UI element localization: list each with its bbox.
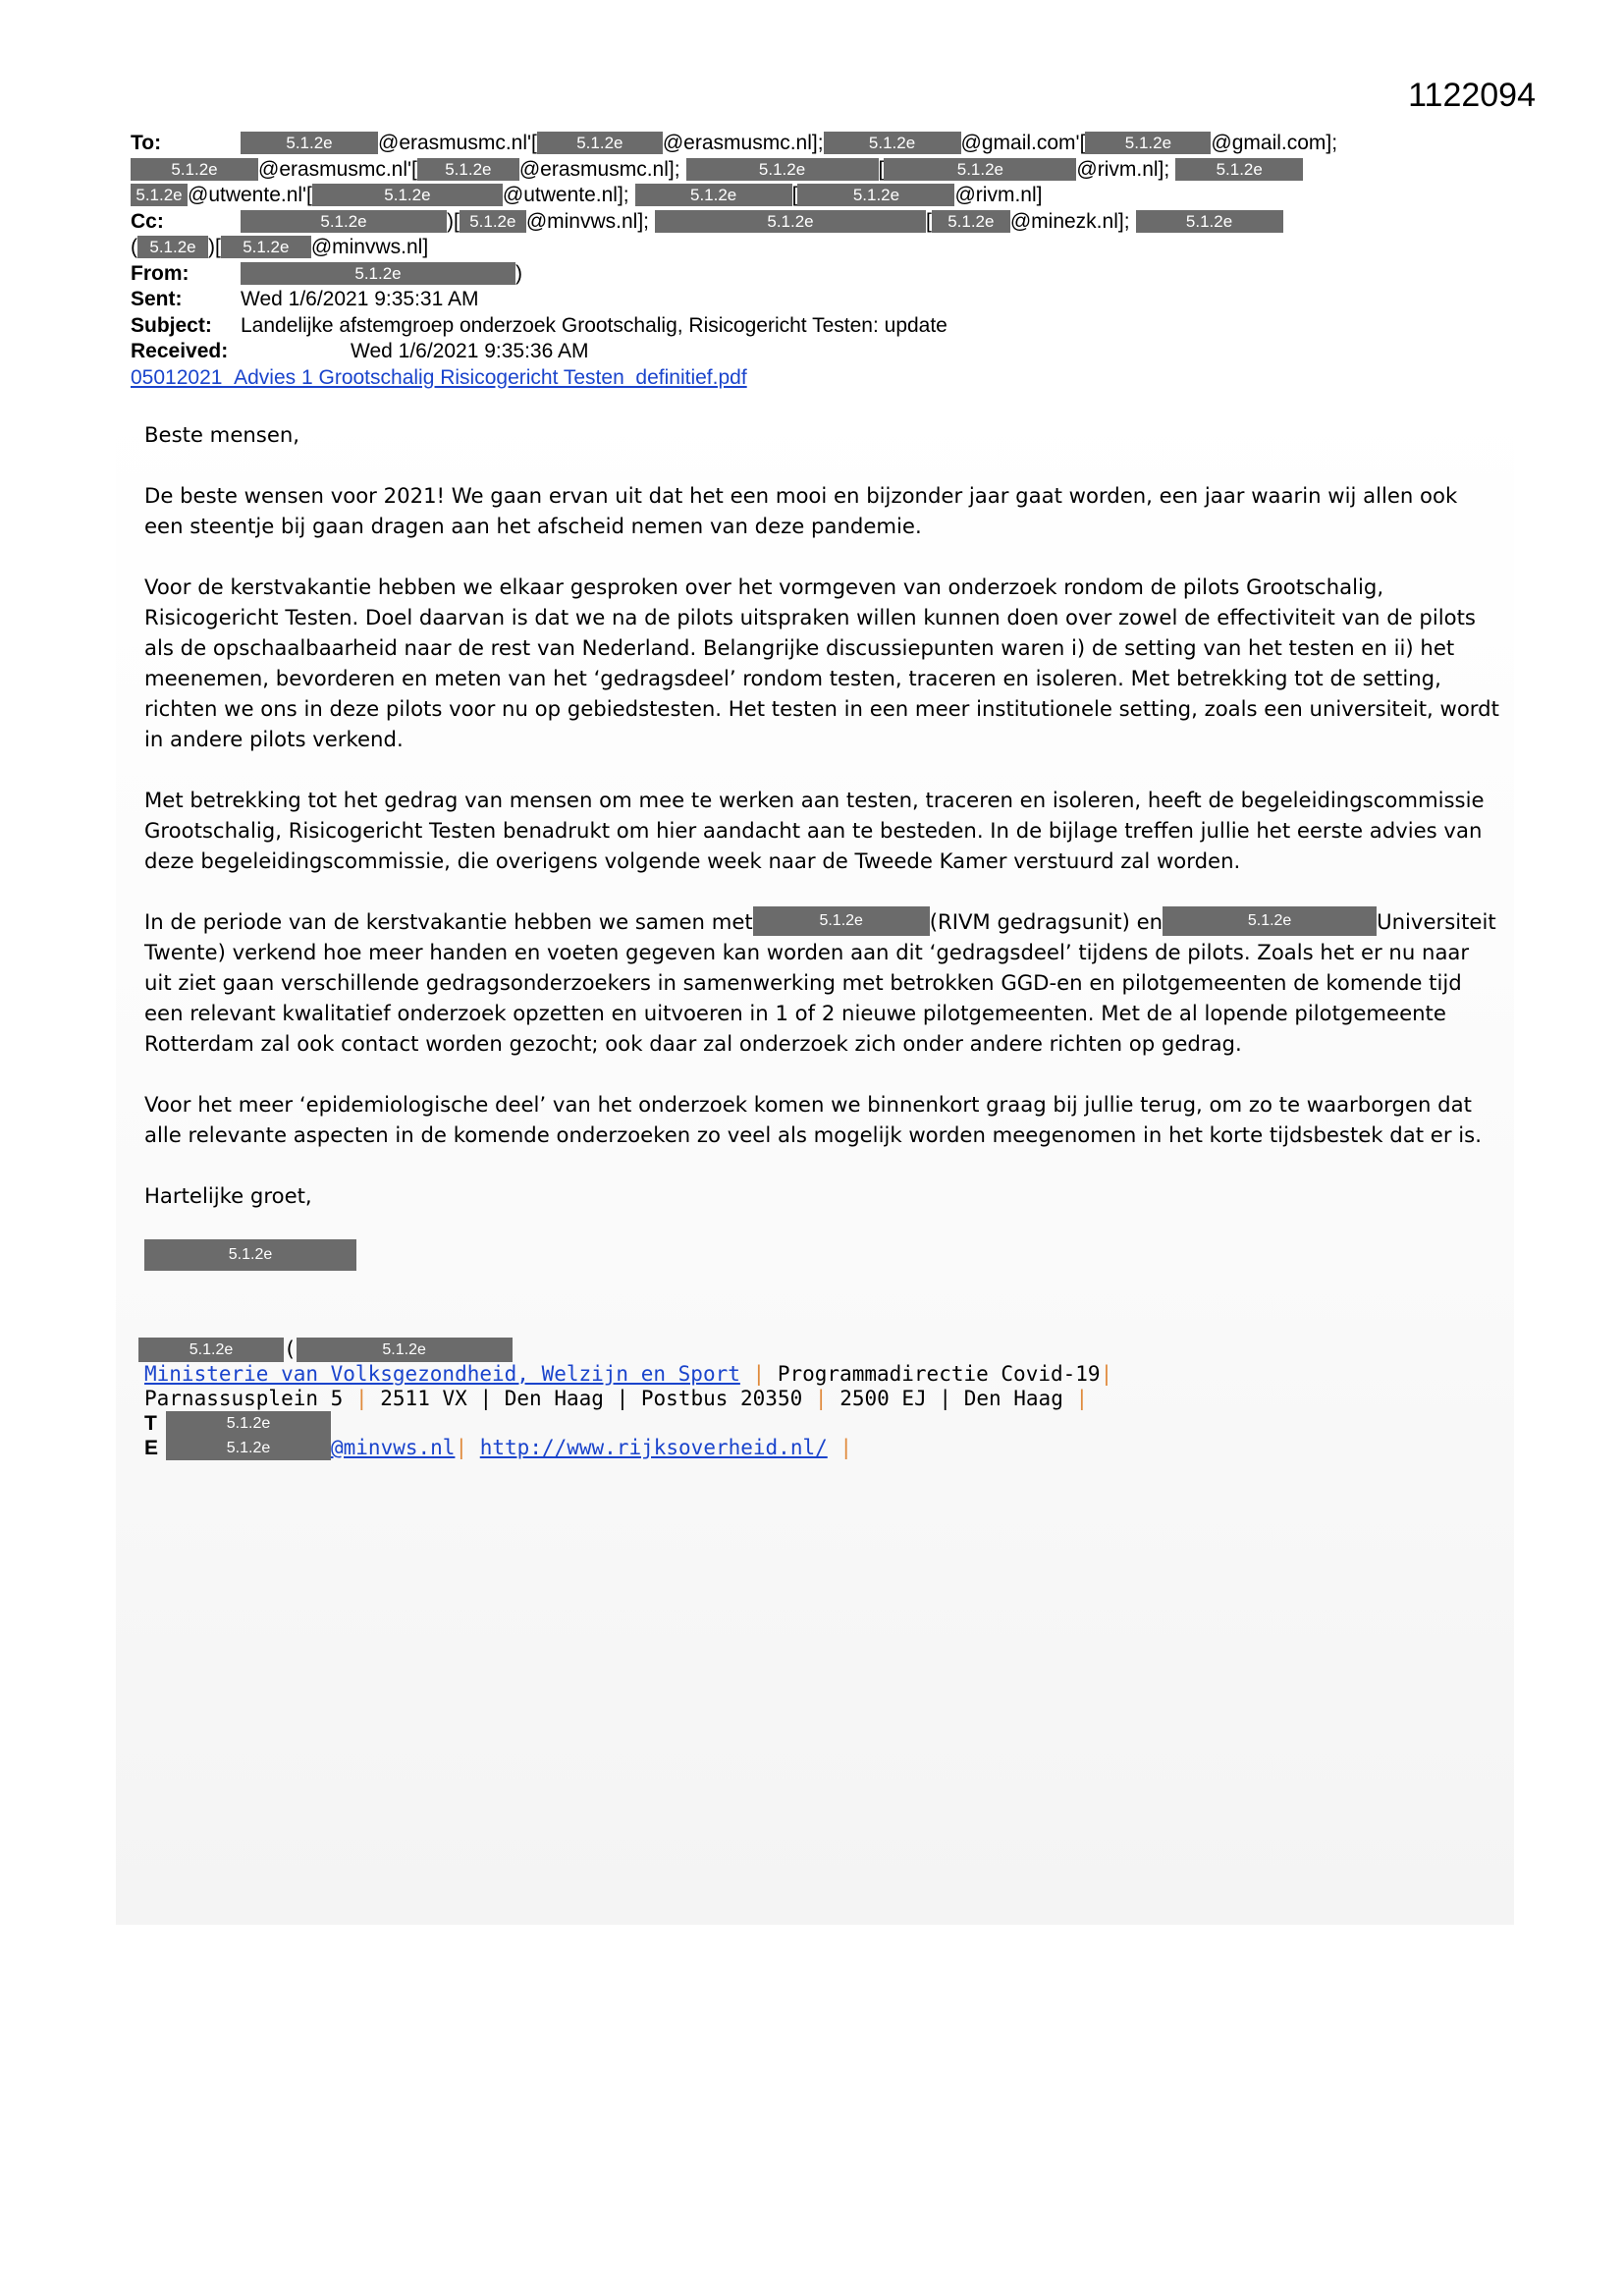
separator: | [616,1387,629,1410]
attachment-row [131,365,1525,392]
paragraph: Voor de kerstvakantie hebben we elkaar gesproken over het vormgeven van onderzoek rondom de pilots Grootschalig, Risicogericht Testen. Doel daarvan is dat we na de pilots uitspraken willen kunnen doen over zowel de effectiviteit van de pilots als de opschaalbaarheid naar de rest van Nederland. Belangrijke discussiepunten waren i) de setting van het testen en ii) het meenemen, bevorderen en meten van het ‘gedragsdeel’ rondom testen, traceren en isoleren. Met betrekking tot de setting, richten we ons in deze pilots voor nu op gebiedstesten. Het testen in een meer institutionele setting, zoals een universiteit, wordt in andere pilots verkend. [144,574,1499,751]
email-label: E [144,1437,159,1459]
from-row [131,261,1525,288]
paragraph-text: (RIVM gedragsunit) en [929,909,1164,934]
sent-value: Wed 1/6/2021 9:35:31 AM [241,288,479,310]
redaction: 5.1.2e [1175,158,1303,181]
paragraph-text: In de periode van de kerstvakantie hebben we samen met [144,909,753,934]
to-address-domain: @erasmusmc.nl]; [662,132,824,154]
phone-label: T [144,1412,157,1435]
redaction: 5.1.2e [137,236,208,258]
redaction: 5.1.2e [655,210,926,233]
to-address-domain: @rivm.nl]; [1076,157,1170,181]
attachment-link[interactable]: 05012021_Advies 1 Grootschalig Risicogericht Testen_definitief.pdf [131,365,747,389]
redaction: 5.1.2e [932,210,1010,233]
redaction: 5.1.2e [241,132,378,154]
redaction: 5.1.2e [1136,210,1283,233]
directorate: Programmadirectie Covid-19 [777,1362,1101,1386]
subject-value: Landelijke afstemgroep onderzoek Grootschalig, Risicogericht Testen: update [241,313,947,337]
separator: | [455,1436,468,1459]
cc-address-domain: ( [131,236,137,258]
redaction: 5.1.2e [221,236,311,258]
signature-phone-row [144,1411,1323,1436]
address-street: Parnassusplein 5 [144,1387,344,1410]
paragraph: Voor het meer ‘epidemiologische deel’ van het onderzoek komen we binnenkort graag bij jullie terug, om zo te waarborgen dat alle relevante aspecten in de komende onderzoeken zo veel als mogelijk worden meegenomen in het korte tijdsbestek dat er is. [144,1092,1482,1147]
redaction: 5.1.2e [753,906,930,936]
redaction: 5.1.2e [824,132,961,154]
email-signature [144,1338,1323,1460]
signature-ministry-row [144,1362,1323,1387]
received-row [131,339,1525,365]
signature-email-row [144,1436,1323,1460]
separator: | [354,1387,368,1410]
from-label: From: [131,261,189,285]
sent-row [131,287,1525,313]
to-row-3 [131,183,1525,209]
redaction: 5.1.2e [131,158,258,181]
cc-address-domain: [ [926,209,932,233]
separator: | [814,1387,828,1410]
separator: | [1100,1362,1113,1386]
cc-address-domain: @minvws.nl]; [525,209,649,233]
email-link[interactable]: @minvws.nl [331,1436,456,1459]
signature-address-row [144,1387,1323,1411]
redaction: 5.1.2e [241,210,447,233]
address-zip: 2511 VX [380,1387,467,1410]
separator: | [839,1436,853,1459]
email-headers [131,131,1525,391]
separator: | [752,1362,766,1386]
to-address-domain: @utwente.nl]; [502,184,629,206]
address-postbus: Postbus 20350 [640,1387,803,1410]
paragraph: Met betrekking tot het gedrag van mensen om mee te werken aan testen, traceren en isoleren, heeft de begeleidingscommissie Grootschalig, Risicogericht Testen benadrukt om hier aandacht aan te besteden. In de bijlage treffen jullie het eerste advies van deze begeleidingscommissie, die overigens volgende week naar de Tweede Kamer verstuurd zal worden. [144,788,1485,873]
cc-row [131,209,1525,236]
to-address-domain: @gmail.com'[ [960,132,1086,154]
redaction: 5.1.2e [460,210,526,233]
redaction: 5.1.2e [635,184,792,206]
address-city: Den Haag [504,1387,604,1410]
to-address-domain: @rivm.nl] [954,184,1043,206]
redaction: 5.1.2e [312,184,503,206]
paragraph: De beste wensen voor 2021! We gaan ervan uit dat het een mooi en bijzonder jaar gaat worden, een jaar waarin wij allen ook een steentje bij gaan dragen aan het afscheid nemen van deze pandemie. [144,483,1458,538]
redaction: 5.1.2e [686,158,879,181]
paragraph-text: Universiteit Twente) verkend hoe meer handen en voeten gegeven kan worden aan dit ‘gedragsdeel’ tijdens de pilots. Zoals het er nu naar uit ziet gaan verschillende gedragsonderzoekers in samenwerking met betrokken GGD-en en pilotgemeenten de komende tijd een relevant kwalitatief onderzoek opzetten en uitvoeren in 1 of 2 nieuwe pilotgemeenten. Met de al lopende pilotgemeente Rotterdam zal ook contact worden gezocht; ook daar zal onderzoek zich onder andere richten op gedrag. [144,909,1496,1056]
to-address-domain: @erasmusmc.nl'[ [378,132,537,154]
cc-address-domain: @minvws.nl] [310,236,429,258]
document-number: 1122094 [1408,77,1536,114]
greeting: Beste mensen, [144,422,300,447]
sent-label: Sent: [131,288,183,310]
redaction: 5.1.2e [241,262,515,285]
subject-row [131,313,1525,340]
paren: ( [284,1338,297,1361]
separator: | [479,1387,493,1410]
redaction: 5.1.2e [537,132,663,154]
to-row-2 [131,157,1525,184]
closing: Hartelijke groet, [144,1183,312,1208]
separator: | [939,1387,952,1410]
cc-address-domain: )[ [208,236,221,258]
redaction: 5.1.2e [1163,906,1377,936]
received-value: Wed 1/6/2021 9:35:36 AM [351,340,589,362]
redaction: 5.1.2e [1085,132,1211,154]
paragraph-with-redactions [144,906,1499,1059]
redaction: 5.1.2e [797,184,954,206]
redaction: 5.1.2e [297,1338,513,1362]
cc-address-domain: )[ [447,209,460,233]
cc-address-domain: @minezk.nl]; [1009,209,1130,233]
address-city: Den Haag [963,1387,1063,1410]
ministry-link[interactable]: Ministerie van Volksgezondheid, Welzijn en Sport [144,1362,740,1386]
website-link[interactable]: http://www.rijksoverheid.nl/ [479,1436,828,1459]
received-label: Received: [131,340,229,362]
to-address-domain: [ [791,184,798,206]
signature-name-row [138,1338,1323,1362]
to-address-domain: @gmail.com]; [1211,132,1338,154]
to-address-domain: [ [878,157,885,181]
cc-row-2 [131,235,1525,261]
sender-name-redaction: 5.1.2e [144,1239,356,1271]
to-address-domain: @utwente.nl'[ [188,184,312,206]
address-zip: 2500 EJ [839,1387,927,1410]
cc-label: Cc: [131,209,164,233]
redaction: 5.1.2e [131,184,188,206]
to-row [131,131,1525,157]
to-label: To: [131,132,162,154]
subject-label: Subject: [131,313,212,337]
redaction: 5.1.2e [166,1436,331,1460]
separator: | [1075,1387,1089,1410]
to-address-domain: @erasmusmc.nl'[ [258,157,417,181]
redaction: 5.1.2e [138,1338,284,1362]
to-address-domain: @erasmusmc.nl]; [518,157,680,181]
redaction: 5.1.2e [417,158,519,181]
from-tail: ) [515,261,522,285]
message-body [144,419,1499,1271]
redaction: 5.1.2e [166,1411,331,1436]
redaction: 5.1.2e [884,158,1076,181]
